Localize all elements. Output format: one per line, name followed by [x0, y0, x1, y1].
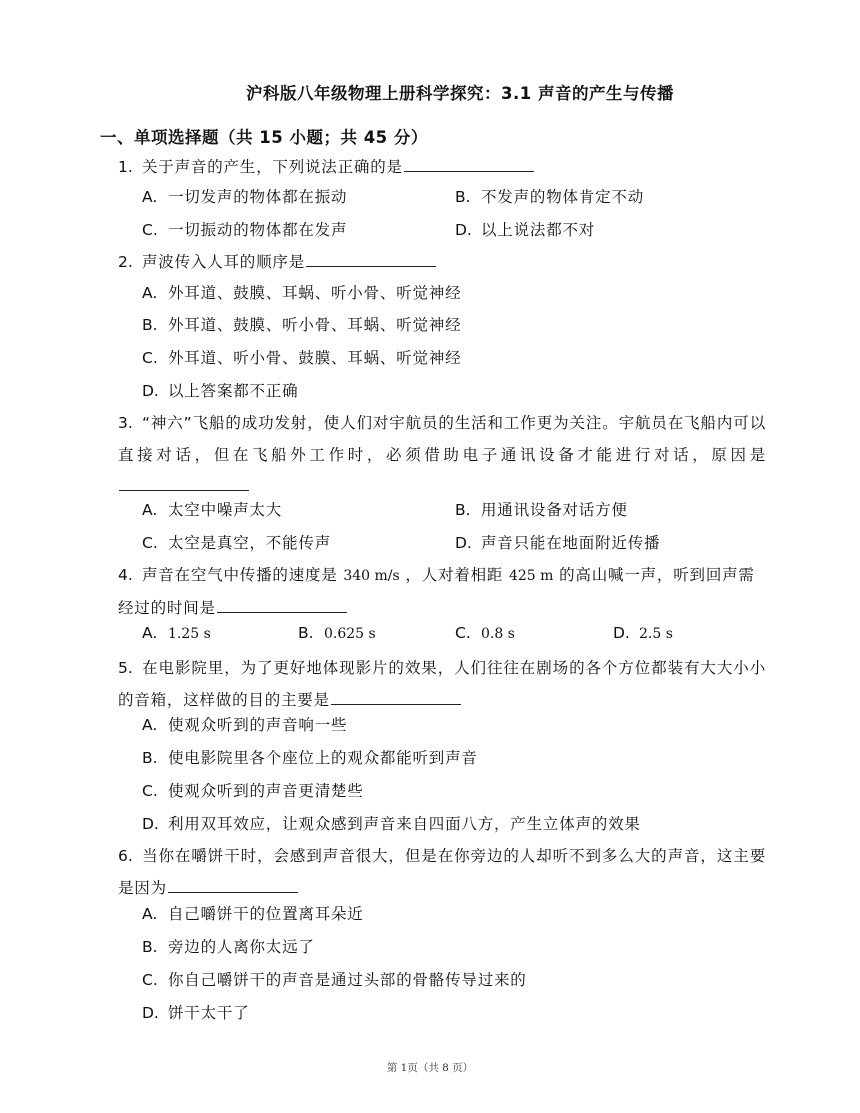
option-letter: D.: [142, 1004, 159, 1022]
option-text: 一切振动的物体都在发声: [168, 221, 348, 239]
option-letter: B.: [455, 188, 471, 206]
option-d: [142, 379, 298, 401]
question-text: ，人对着相距: [399, 566, 509, 584]
option-letter: B.: [142, 316, 158, 334]
option-letter: B.: [142, 749, 158, 767]
question-number: 5.: [118, 659, 133, 677]
option-text: 以上说法都不对: [481, 221, 596, 239]
option-a: [142, 713, 347, 735]
option-d: [142, 812, 641, 834]
page-footer: 第 1页（共 8 页）: [386, 1062, 474, 1074]
question-text: 声音在空气中传播的速度是: [142, 566, 344, 584]
option-b: [142, 313, 461, 335]
option-text: 0.625 s: [324, 626, 376, 642]
option-text: 外耳道、鼓膜、耳蜗、听小骨、听觉神经: [168, 284, 462, 302]
option-a: [142, 624, 211, 642]
question-text: “神六”飞船的成功发射，使人们对宇航员的生活和工作更为关注。宇航员在飞船内可以直接对话，但在飞船外工作时，必须借助电子通讯设备才能进行对话，原因是: [118, 414, 766, 464]
answer-blank: [168, 874, 298, 893]
option-letter: B.: [298, 624, 314, 642]
option-b: [455, 185, 644, 207]
question-stem: [118, 560, 768, 624]
option-text: 旁边的人离你太远了: [168, 938, 315, 956]
option-letter: B.: [142, 938, 158, 956]
question-text: 的高山喊一声，听到回声需经过的时间是: [118, 566, 755, 617]
option-text: 外耳道、鼓膜、听小骨、耳蜗、听觉神经: [168, 316, 462, 334]
answer-blank: [331, 686, 461, 705]
option-text: 自己嚼饼干的位置离耳朵近: [168, 905, 364, 923]
question-stem: [118, 653, 766, 716]
option-b: [142, 746, 478, 768]
option-text: 1.25 s: [168, 626, 211, 642]
option-letter: C.: [142, 782, 158, 800]
option-c: [142, 346, 461, 368]
option-c: [142, 531, 331, 553]
question-number: 6.: [118, 847, 133, 865]
option-letter: D.: [455, 221, 472, 239]
option-text: 太空中噪声太大: [168, 501, 283, 519]
document-title: 沪科版八年级物理上册科学探究：3.1 声音的产生与传播: [246, 84, 674, 103]
option-letter: C.: [142, 221, 158, 239]
option-d: [455, 531, 660, 553]
option-text: 2.5 s: [639, 626, 673, 642]
question-stem: [118, 247, 768, 279]
option-b: [298, 624, 376, 642]
answer-blank: [217, 594, 347, 613]
option-letter: D.: [455, 534, 472, 552]
option-letter: A.: [142, 905, 158, 923]
option-text: 一切发声的物体都在振动: [168, 188, 348, 206]
option-text: 利用双耳效应，让观众感到声音来自四面八方，产生立体声的效果: [168, 815, 641, 833]
option-letter: A.: [142, 188, 158, 206]
section-title: 一、单项选择题（共 15 小题；共 45 分）: [100, 128, 428, 147]
option-text: 你自己嚼饼干的声音是通过头部的骨骼传导过来的: [168, 971, 527, 989]
option-text: 不发声的物体肯定不动: [481, 188, 645, 206]
option-c: [455, 624, 515, 642]
option-text: 用通讯设备对话方便: [481, 501, 628, 519]
option-letter: C.: [455, 624, 471, 642]
option-letter: D.: [142, 382, 159, 400]
question-number: 2.: [118, 253, 133, 271]
option-text: 以上答案都不正确: [168, 382, 299, 400]
option-letter: A.: [142, 624, 158, 642]
question-number: 1.: [118, 158, 133, 176]
question-text: 在电影院里，为了更好地体现影片的效果，人们往往在剧场的各个方位都装有大大小小的音箱，这样做的目的主要是: [118, 659, 766, 709]
option-d: [613, 624, 673, 642]
question-text: 关于声音的产生，下列说法正确的是: [142, 158, 403, 176]
option-letter: D.: [613, 624, 630, 642]
question-text: 当你在嚼饼干时，会感到声音很大，但是在你旁边的人却听不到多么大的声音，这主要是因为: [118, 847, 766, 897]
speed-value: 340 m/s: [343, 568, 400, 584]
option-text: 饼干太干了: [168, 1004, 250, 1022]
answer-blank: [119, 472, 249, 491]
answer-blank: [404, 153, 534, 172]
option-a: [142, 902, 364, 924]
option-c: [142, 779, 364, 801]
option-text: 0.8 s: [481, 626, 515, 642]
question-stem: [118, 841, 766, 904]
option-d: [142, 1001, 250, 1023]
option-d: [455, 218, 595, 240]
question-text: 声波传入人耳的顺序是: [142, 253, 306, 271]
question-number: 4.: [118, 566, 133, 584]
option-a: [142, 185, 347, 207]
answer-blank: [306, 248, 436, 267]
option-text: 使观众听到的声音响一些: [168, 716, 348, 734]
option-letter: B.: [455, 501, 471, 519]
option-text: 声音只能在地面附近传播: [481, 534, 661, 552]
option-text: 太空是真空，不能传声: [168, 534, 332, 552]
option-b: [142, 935, 315, 957]
option-letter: A.: [142, 284, 158, 302]
option-letter: C.: [142, 971, 158, 989]
question-number: 3.: [118, 414, 133, 432]
option-letter: C.: [142, 349, 158, 367]
distance-value: 425 m: [508, 568, 554, 584]
option-a: [142, 498, 282, 520]
option-text: 外耳道、听小骨、鼓膜、耳蜗、听觉神经: [168, 349, 462, 367]
option-c: [142, 218, 347, 240]
question-stem: [118, 408, 766, 503]
option-letter: C.: [142, 534, 158, 552]
option-letter: A.: [142, 716, 158, 734]
option-c: [142, 968, 527, 990]
question-stem: [118, 152, 768, 184]
option-b: [455, 498, 628, 520]
option-letter: A.: [142, 501, 158, 519]
option-letter: D.: [142, 815, 159, 833]
option-text: 使电影院里各个座位上的观众都能听到声音: [168, 749, 478, 767]
option-a: [142, 281, 461, 303]
option-text: 使观众听到的声音更清楚些: [168, 782, 364, 800]
